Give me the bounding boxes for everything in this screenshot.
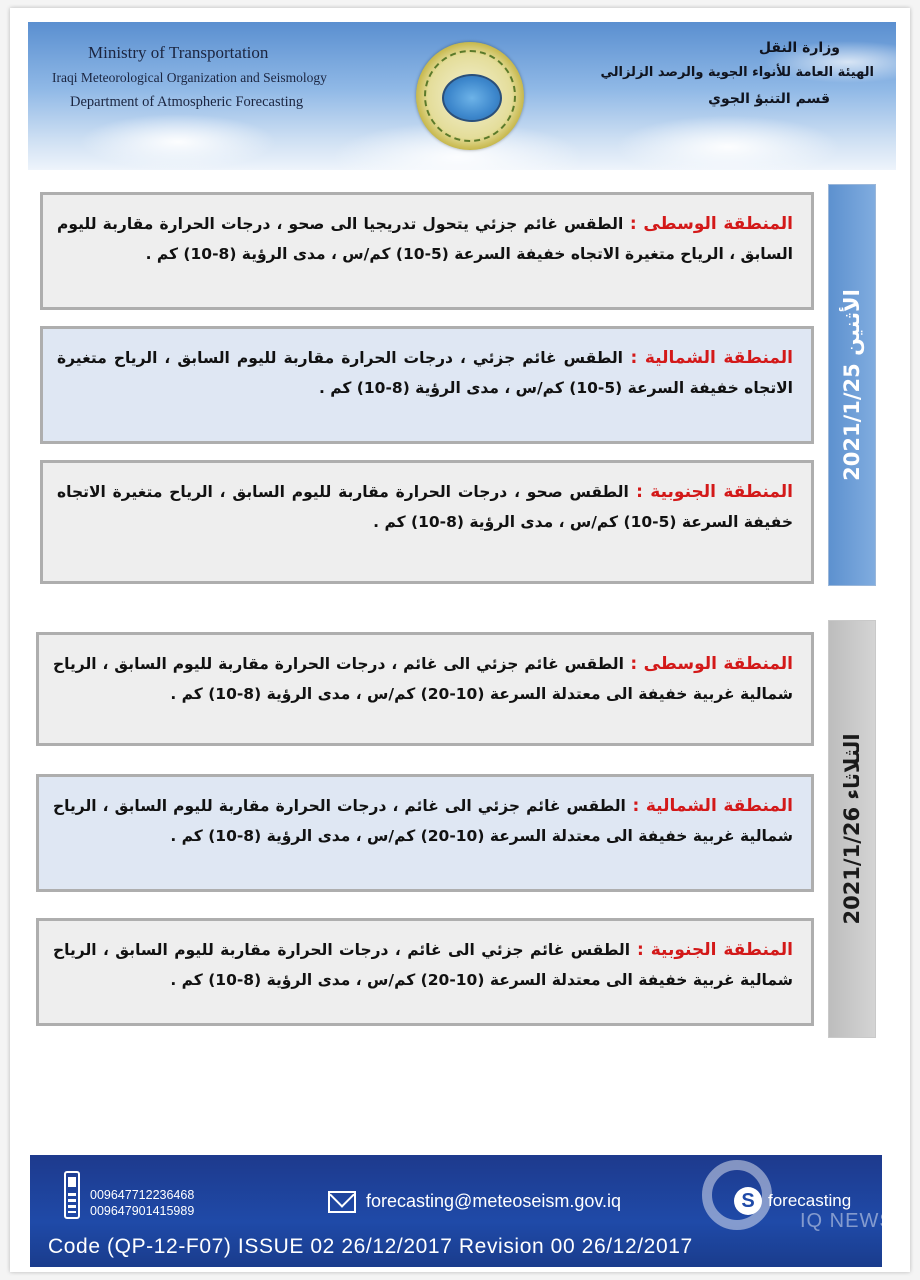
region-colon: : [628,482,651,502]
region-label: المنطقة الشمالية [645,796,794,816]
header-english [42,40,342,115]
forecast-text: الطقس غائم جزئي الى غائم ، درجات الحرارة مقاربة لليوم السابق ، الرياح شمالية غربية خفيفة الى معتدلة السرعة (10-20) كم/س ، مدى الرؤية (8-10) كم . [53,655,793,703]
forecast-box-south-day2 [36,918,814,1026]
forecast-paragraph [53,791,793,851]
region-label: المنطقة الوسطى [643,654,794,674]
forecast-box-central-day1 [40,192,814,310]
region-colon: : [623,654,644,674]
forecast-box-central-day2 [36,632,814,746]
region-label: المنطقة الجنوبية [650,940,794,960]
forecast-paragraph [53,649,793,709]
region-colon: : [625,796,646,816]
ministry-name: Ministry of Transportation [88,43,269,62]
phone-icon [64,1171,80,1219]
forecast-box-north-day1 [40,326,814,444]
phone-numbers [90,1187,194,1219]
header-arabic [574,36,874,112]
skype-handle[interactable]: forecasting [768,1191,852,1210]
forecast-text: الطقس غائم جزئي الى غائم ، درجات الحرارة مقاربة لليوم السابق ، الرياح شمالية غربية خفيفة الى معتدلة السرعة (10-20) كم/س ، مدى الرؤية (8-10) كم . [53,797,793,845]
phone-number-2: 009647901415989 [90,1204,195,1218]
skype-icon: S [734,1187,762,1215]
department-name: Department of Atmospheric Forecasting [70,94,304,110]
forecast-paragraph [57,209,793,269]
forecast-paragraph [53,935,793,995]
region-label: المنطقة الوسطى [643,214,793,234]
date-label-day2: الثلاثاء 2021/1/26 [840,733,864,925]
forecast-box-south-day1 [40,460,814,584]
organization-logo [416,42,524,150]
forecast-text: الطقس غائم جزئي يتحول تدريجيا الى صحو ، درجات الحرارة مقاربة لليوم السابق ، الرياح متغيرة الاتجاه خفيفة السرعة (5-10) كم/س ، مدى الرؤية (8-10) كم . [57,215,793,263]
region-label: المنطقة الشمالية [644,348,793,368]
email-link[interactable]: forecasting@meteoseism.gov.iq [366,1191,622,1211]
forecast-text: الطقس غائم جزئي ، درجات الحرارة مقاربة لليوم السابق ، الرياح متغيرة الاتجاه خفيفة السرعة (5-10) كم/س ، مدى الرؤية (8-10) كم . [57,349,793,397]
watermark-text: IQ NEWS [800,1210,894,1232]
logo-emblem [442,74,502,122]
region-colon: : [623,214,644,234]
ministry-name-ar: وزارة النقل [758,40,840,56]
forecast-text: الطقس صحو ، درجات الحرارة مقاربة لليوم السابق ، الرياح متغيرة الاتجاه خفيفة السرعة (5-10) كم/س ، مدى الرؤية (8-10) كم . [57,483,793,531]
forecast-paragraph [57,343,793,403]
region-colon: : [622,348,645,368]
region-colon: : [630,940,651,960]
phone-number-1: 009647712236468 [90,1188,195,1202]
department-name-ar: قسم التنبؤ الجوي [708,91,830,107]
organization-name: Iraqi Meteorological Organization and Seismology [52,70,327,85]
mail-icon [328,1191,356,1213]
forecast-text: الطقس غائم جزئي الى غائم ، درجات الحرارة مقاربة لليوم السابق ، الرياح شمالية غربية خفيفة الى معتدلة السرعة (10-20) كم/س ، مدى الرؤية (8-10) كم . [53,941,793,989]
watermark-logo-icon [702,1160,772,1230]
header-banner [28,22,896,170]
date-label-day1: الأثنين 2021/1/25 [840,289,864,481]
date-strip-day2 [824,620,880,1038]
organization-name-ar: الهيئة العامة للأنواء الجوية والرصد الزلزالي [600,65,874,80]
forecast-box-north-day2 [36,774,814,892]
date-strip-day1 [824,184,880,586]
region-label: المنطقة الجنوبية [650,482,793,502]
forecast-paragraph [57,477,793,537]
document-code-line: Code (QP-12-F07) ISSUE 02 26/12/2017 Revision 00 26/12/2017 [48,1235,693,1258]
